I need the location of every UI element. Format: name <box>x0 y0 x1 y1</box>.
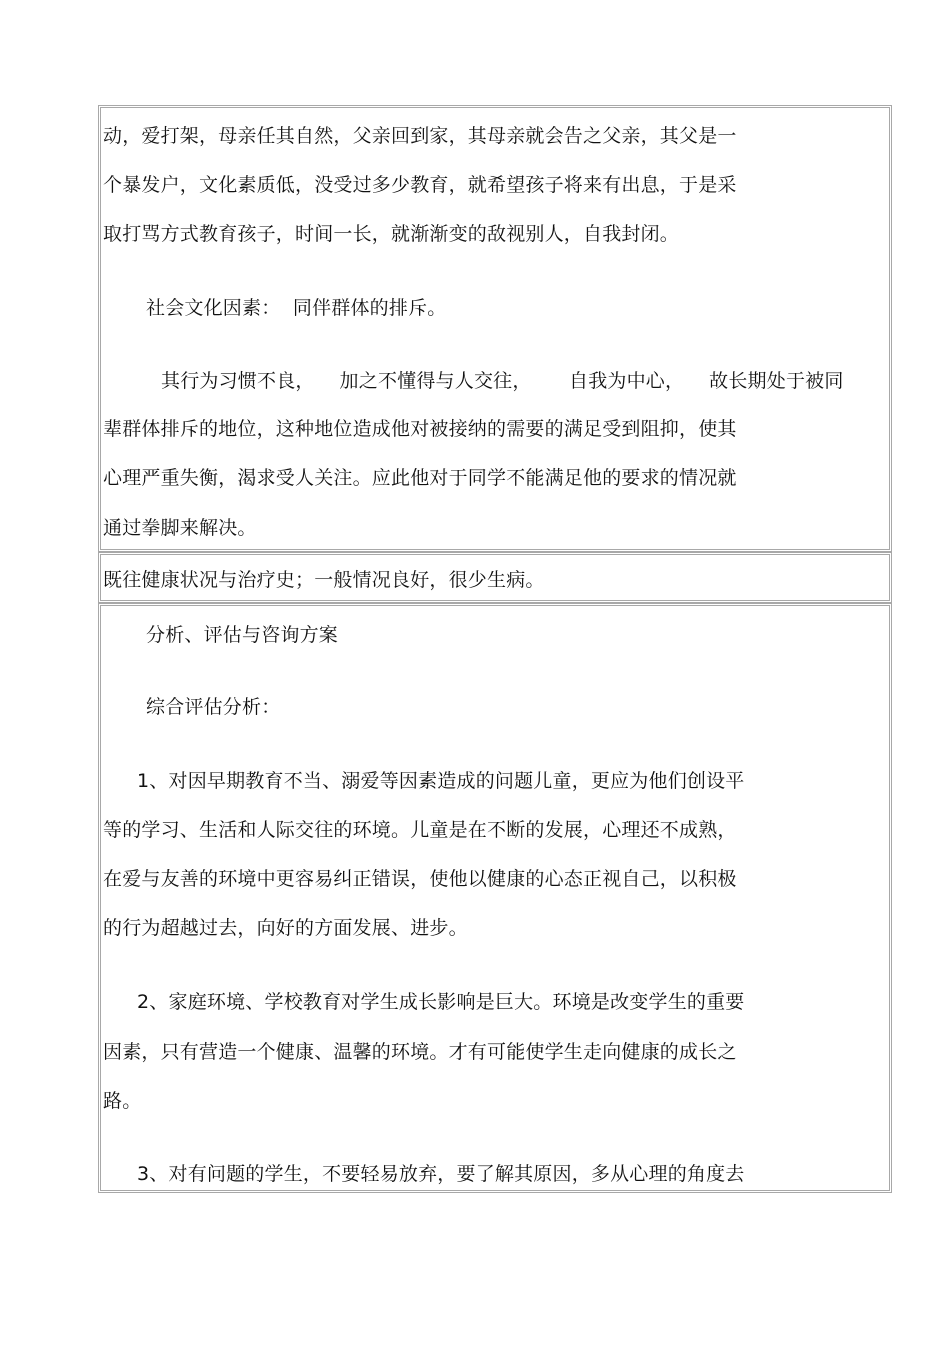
text-line: 路。 <box>103 1090 142 1112</box>
case-background-cell <box>98 105 892 552</box>
text-line: 取打骂方式教育孩子，时间一长，就渐渐变的敌视别人，自我封闭。 <box>103 223 680 245</box>
text-line: 3、对有问题的学生，不要轻易放弃，要了解其原因，多从心理的角度去 <box>137 1163 745 1185</box>
text-line: 在爱与友善的环境中更容易纠正错误，使他以健康的心态正视自己，以积极 <box>103 868 737 890</box>
text-line: 辈群体排斥的地位，这种地位造成他对被接纳的需要的满足受到阻抑，使其 <box>103 418 737 440</box>
text-line: 动，爱打架，母亲任其自然，父亲回到家，其母亲就会告之父亲，其父是一 <box>103 125 737 147</box>
text-line: 其行为习惯不良， 加之不懂得与人交往， 自我为中心， 故长期处于被同 <box>161 370 844 392</box>
section-subheading: 综合评估分析： <box>146 696 281 718</box>
social-factors-line: 社会文化因素： 同伴群体的排斥。 <box>146 297 447 319</box>
analysis-cell <box>98 603 892 1193</box>
health-history-cell <box>98 552 892 603</box>
text-line: 因素，只有营造一个健康、温馨的环境。才有可能使学生走向健康的成长之 <box>103 1041 737 1063</box>
text-line: 等的学习、生活和人际交往的环境。儿童是在不断的发展，心理还不成熟， <box>103 819 737 841</box>
text-line: 的行为超越过去，向好的方面发展、进步。 <box>103 917 468 939</box>
text-line: 2、家庭环境、学校教育对学生成长影响是巨大。环境是改变学生的重要 <box>137 991 745 1013</box>
section-heading: 分析、评估与咨询方案 <box>146 624 339 646</box>
text-line: 通过拳脚来解决。 <box>103 517 257 539</box>
text-line: 1、对因早期教育不当、溺爱等因素造成的问题儿童，更应为他们创设平 <box>137 770 745 792</box>
health-history-text: 既往健康状况与治疗史；一般情况良好，很少生病。 <box>103 569 545 591</box>
text-line: 心理严重失衡，渴求受人关注。应此他对于同学不能满足他的要求的情况就 <box>103 467 737 489</box>
text-line: 个暴发户，文化素质低，没受过多少教育，就希望孩子将来有出息，于是采 <box>103 174 737 196</box>
